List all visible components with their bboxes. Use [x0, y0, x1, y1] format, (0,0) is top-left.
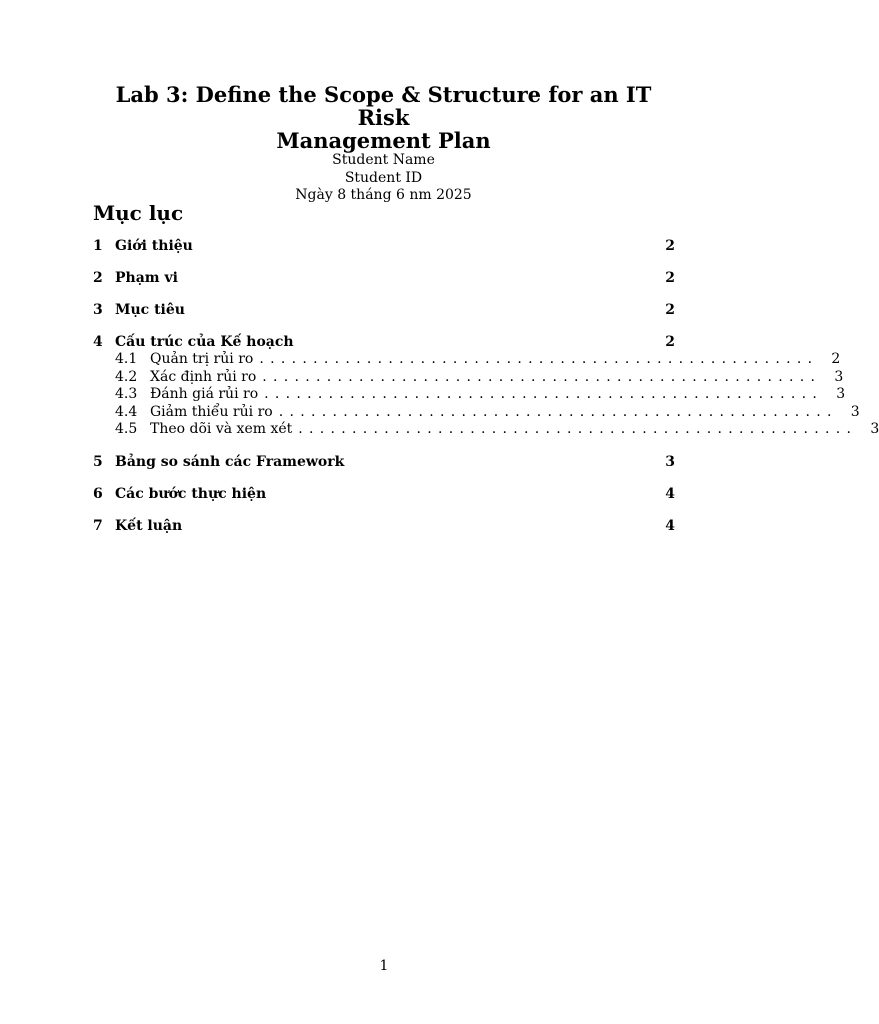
toc-entry-title: Bảng so sánh các Framework: [115, 453, 345, 470]
toc-subentry-title: Quản trị rủi ro: [150, 351, 254, 367]
toc-subentry-page: 3: [870, 421, 879, 437]
toc-entry-page: 2: [665, 302, 675, 318]
toc-entry[interactable]: [93, 269, 675, 287]
toc-entry[interactable]: [93, 333, 675, 351]
toc-subentry[interactable]: [93, 403, 860, 422]
dot-leader: ....................................................: [264, 386, 824, 402]
toc-subentry-page: 2: [831, 351, 841, 367]
toc-subentry-number: 4.4: [115, 403, 138, 420]
toc-subentry-number: 4.5: [115, 421, 138, 437]
toc-subentry-number: 4.1: [115, 351, 138, 367]
toc-subentry[interactable]: [93, 386, 846, 404]
document-title-line-2: Management Plan: [276, 128, 491, 153]
toc-entry[interactable]: [93, 517, 675, 535]
toc-entry-number: 3: [93, 302, 103, 318]
toc-entry-number: 7: [93, 517, 103, 534]
toc-entry-title: Kết luận: [115, 517, 183, 534]
toc-entry-page: 2: [665, 238, 675, 254]
toc-heading: Mục lục: [93, 201, 184, 225]
page-number: 1: [379, 958, 389, 974]
toc-entry-number: 6: [93, 485, 103, 502]
toc-subentry[interactable]: [93, 351, 841, 369]
toc-subentry[interactable]: [93, 368, 844, 387]
toc-subentry-number: 4.2: [115, 368, 138, 385]
toc-subentry-page: 3: [834, 368, 844, 385]
toc-entry-title: Phạm vi: [115, 270, 178, 286]
toc-subentry-page: 3: [836, 386, 846, 402]
document-title: [92, 83, 675, 152]
toc-subentry[interactable]: [93, 421, 879, 439]
toc-entry-page: 4: [665, 485, 675, 502]
dot-leader: ....................................................: [259, 351, 819, 367]
toc-entry-number: 5: [93, 453, 103, 470]
dot-leader: ....................................................: [262, 368, 822, 385]
title-block: [92, 83, 675, 205]
toc-subentry-number: 4.3: [115, 386, 138, 402]
document-date: Ngày 8 tháng 6 nm 2025: [295, 187, 472, 203]
toc-subentry-title: Xác định rủi ro: [150, 368, 257, 385]
toc-entry-title: Mục tiêu: [115, 302, 185, 318]
toc-entry-page: 2: [665, 270, 675, 286]
toc-subentry-page: 3: [850, 403, 860, 420]
dot-leader: ....................................................: [298, 421, 858, 437]
toc-entry-title: Cấu trúc của Kế hoạch: [115, 334, 294, 350]
document-title-line-1: Lab 3: Define the Scope & Structure for an IT Risk: [115, 82, 652, 130]
toc-entry-number: 1: [93, 238, 103, 254]
toc-subentry-title: Đánh giá rủi ro: [150, 386, 259, 402]
table-of-contents: [93, 237, 879, 535]
toc-entry[interactable]: [93, 453, 675, 471]
author-name: Student Name: [332, 152, 435, 168]
toc-entry[interactable]: [93, 485, 675, 503]
toc-entry-number: 4: [93, 334, 103, 350]
toc-entry-page: 3: [665, 453, 675, 470]
toc-subentry-title: Giảm thiểu rủi ro: [150, 403, 273, 420]
toc-entry-page: 2: [665, 334, 675, 350]
dot-leader: ....................................................: [278, 403, 838, 420]
toc-subentry-title: Theo dõi và xem xét: [150, 421, 293, 437]
toc-entry-page: 4: [665, 517, 675, 534]
student-id: Student ID: [344, 169, 423, 186]
toc-entry[interactable]: [93, 301, 675, 319]
toc-entry-title: Các bước thực hiện: [115, 485, 267, 502]
toc-entry[interactable]: [93, 237, 675, 255]
toc-entry-number: 2: [93, 270, 103, 286]
toc-entry-title: Giới thiệu: [115, 238, 193, 254]
